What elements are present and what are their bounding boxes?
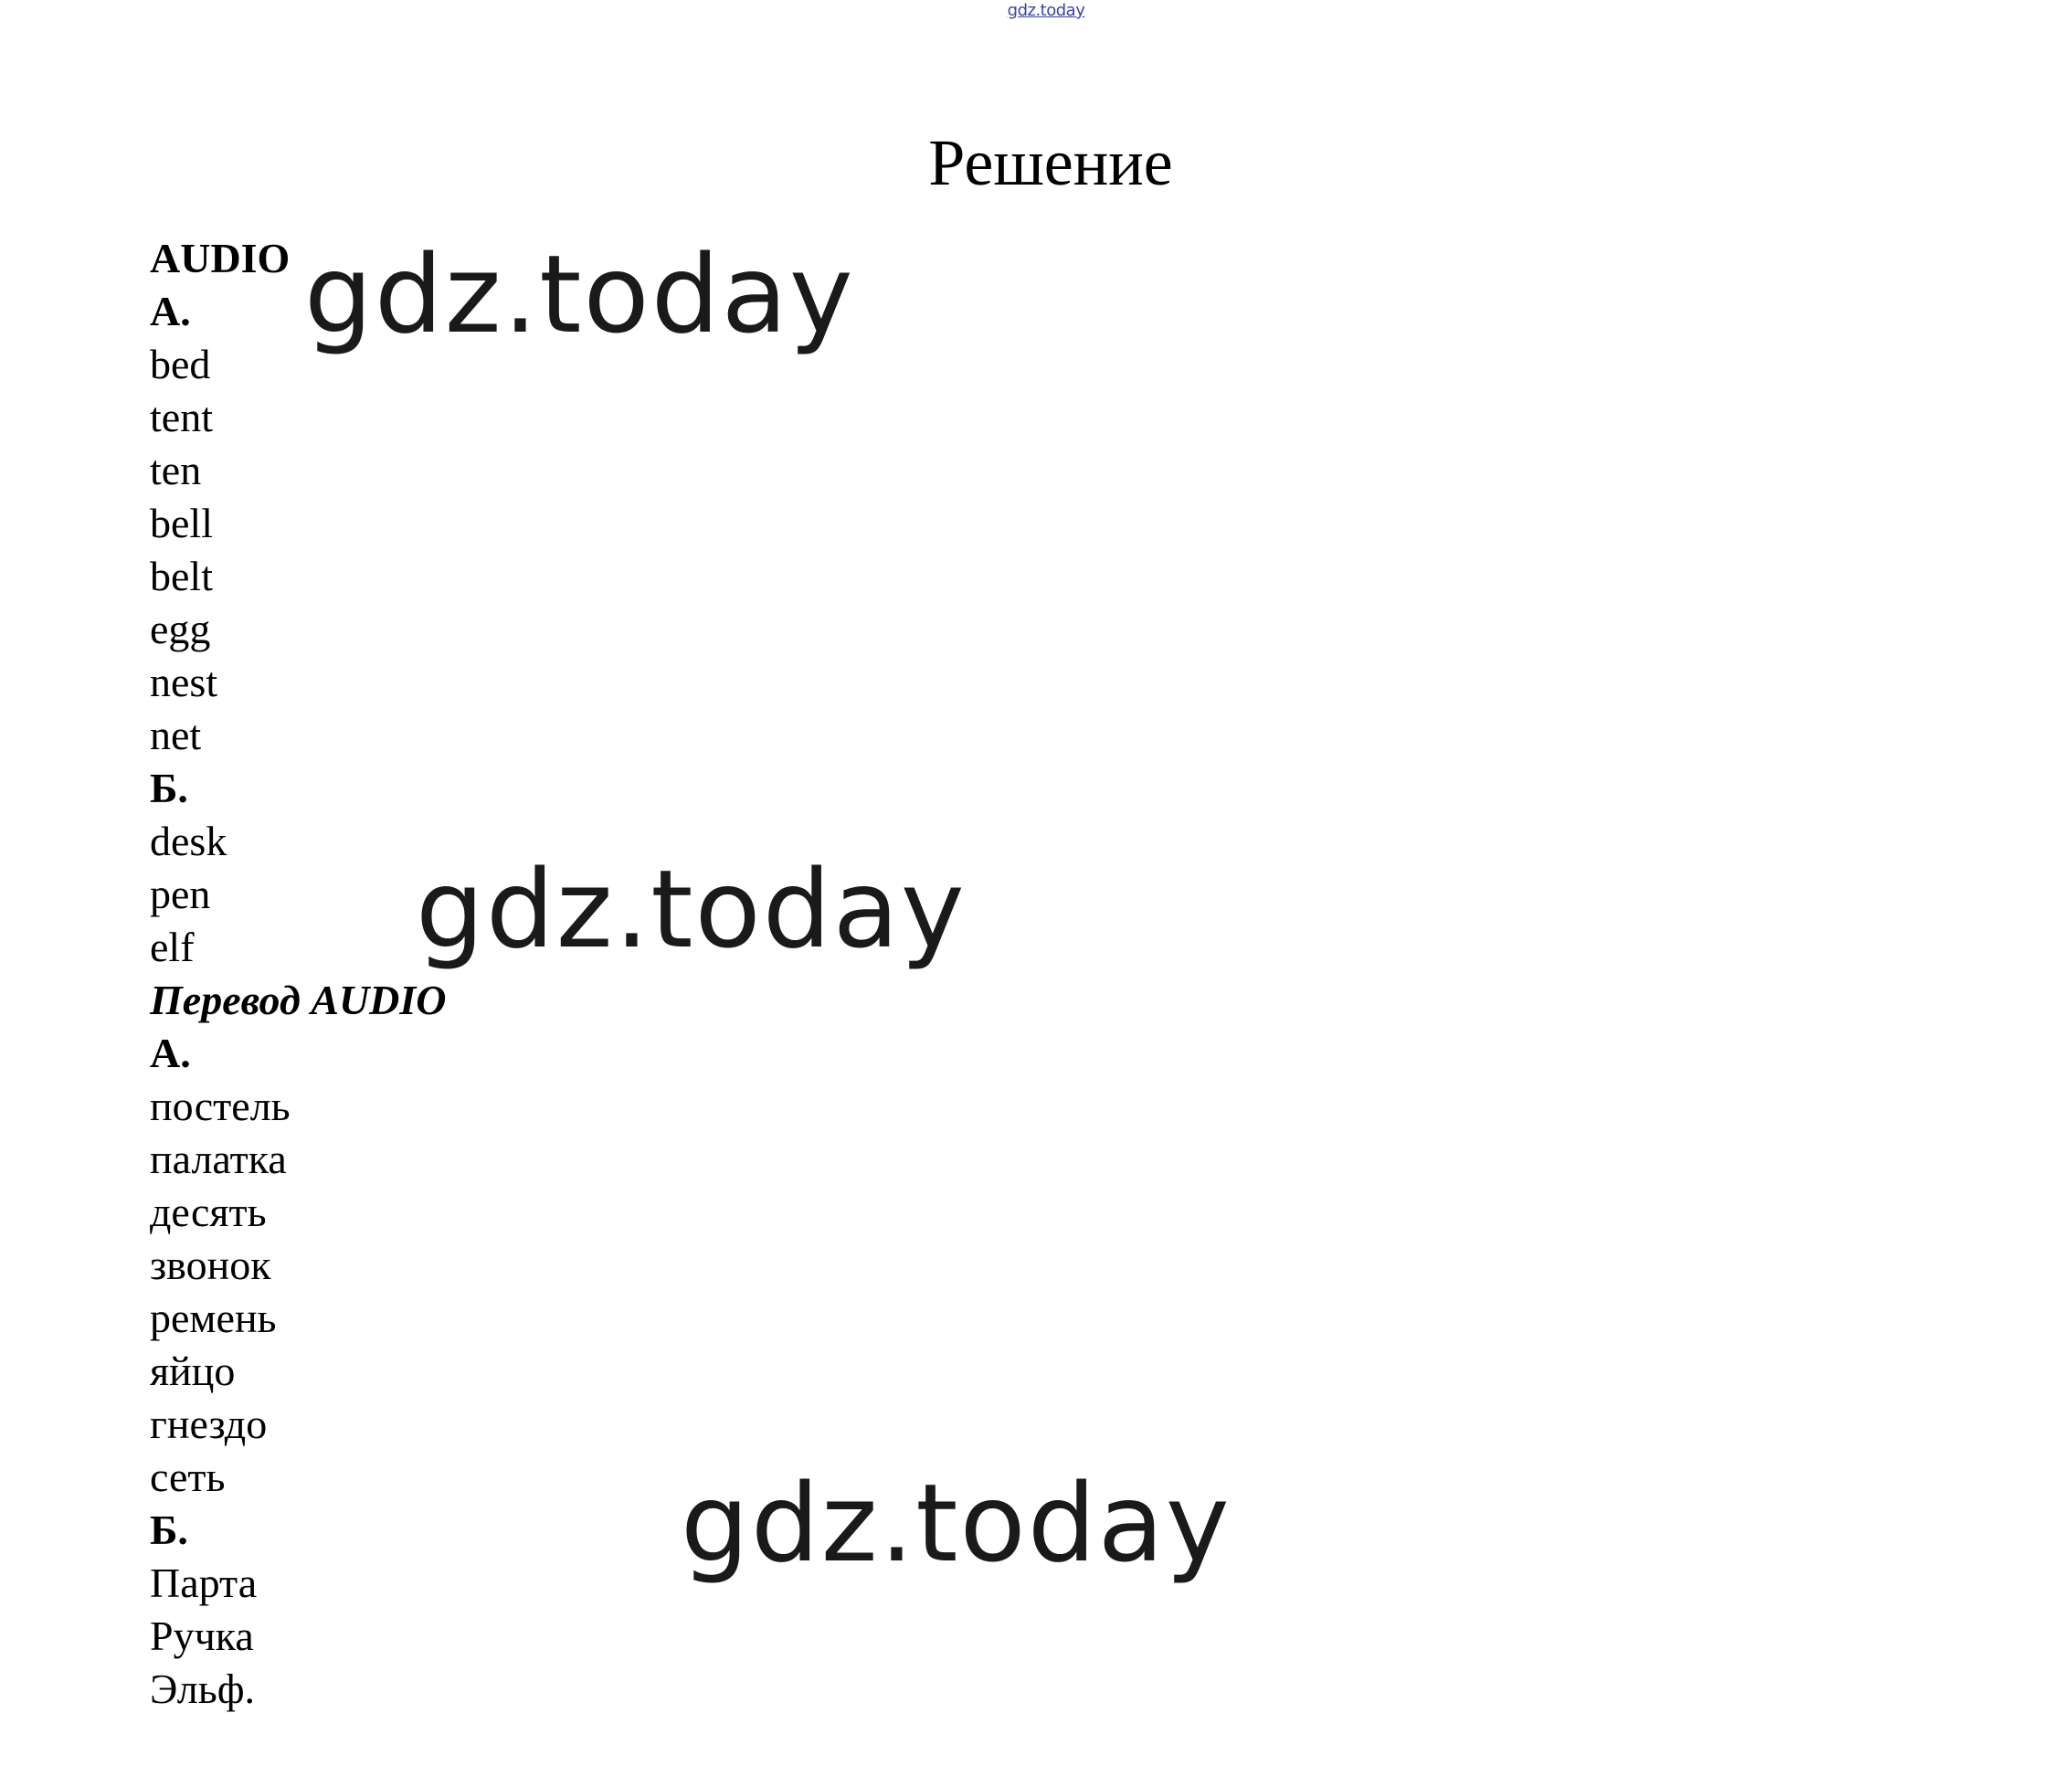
translation-item: Ручка (150, 1613, 254, 1659)
audio-heading: AUDIO (150, 235, 291, 281)
word-item: pen (150, 871, 211, 917)
translation-item: палатка (150, 1136, 287, 1182)
watermark: gdz.today (416, 846, 967, 972)
site-link[interactable]: gdz.today (1007, 1, 1085, 20)
word-item: desk (150, 818, 227, 864)
watermark: gdz.today (681, 1460, 1232, 1586)
word-item: net (150, 712, 202, 758)
translation-item: Парта (150, 1560, 258, 1606)
translation-item: ремень (150, 1295, 277, 1341)
word-item: bell (150, 500, 213, 546)
word-item: tent (150, 394, 213, 440)
word-item: bed (150, 341, 211, 387)
page-title: Решение (928, 126, 1173, 199)
translation-item: сеть (150, 1454, 226, 1500)
word-item: belt (150, 553, 213, 599)
word-item: nest (150, 659, 218, 705)
audio-section-b-label: Б. (150, 765, 188, 811)
audio-section-a-label: А. (150, 288, 191, 334)
translation-item: постель (150, 1083, 291, 1129)
word-item: elf (150, 924, 195, 970)
translation-item: Эльф. (150, 1666, 255, 1712)
translation-item: десять (150, 1189, 267, 1235)
translation-item: гнездо (150, 1401, 268, 1447)
word-item: egg (150, 606, 211, 652)
watermark: gdz.today (304, 231, 855, 357)
word-item: ten (150, 447, 202, 493)
translation-item: звонок (150, 1242, 271, 1288)
translation-section-b-label: Б. (150, 1507, 188, 1553)
translation-item: яйцо (150, 1348, 236, 1394)
translation-heading: Перевод AUDIO (150, 977, 447, 1023)
translation-section-a-label: А. (150, 1030, 191, 1076)
